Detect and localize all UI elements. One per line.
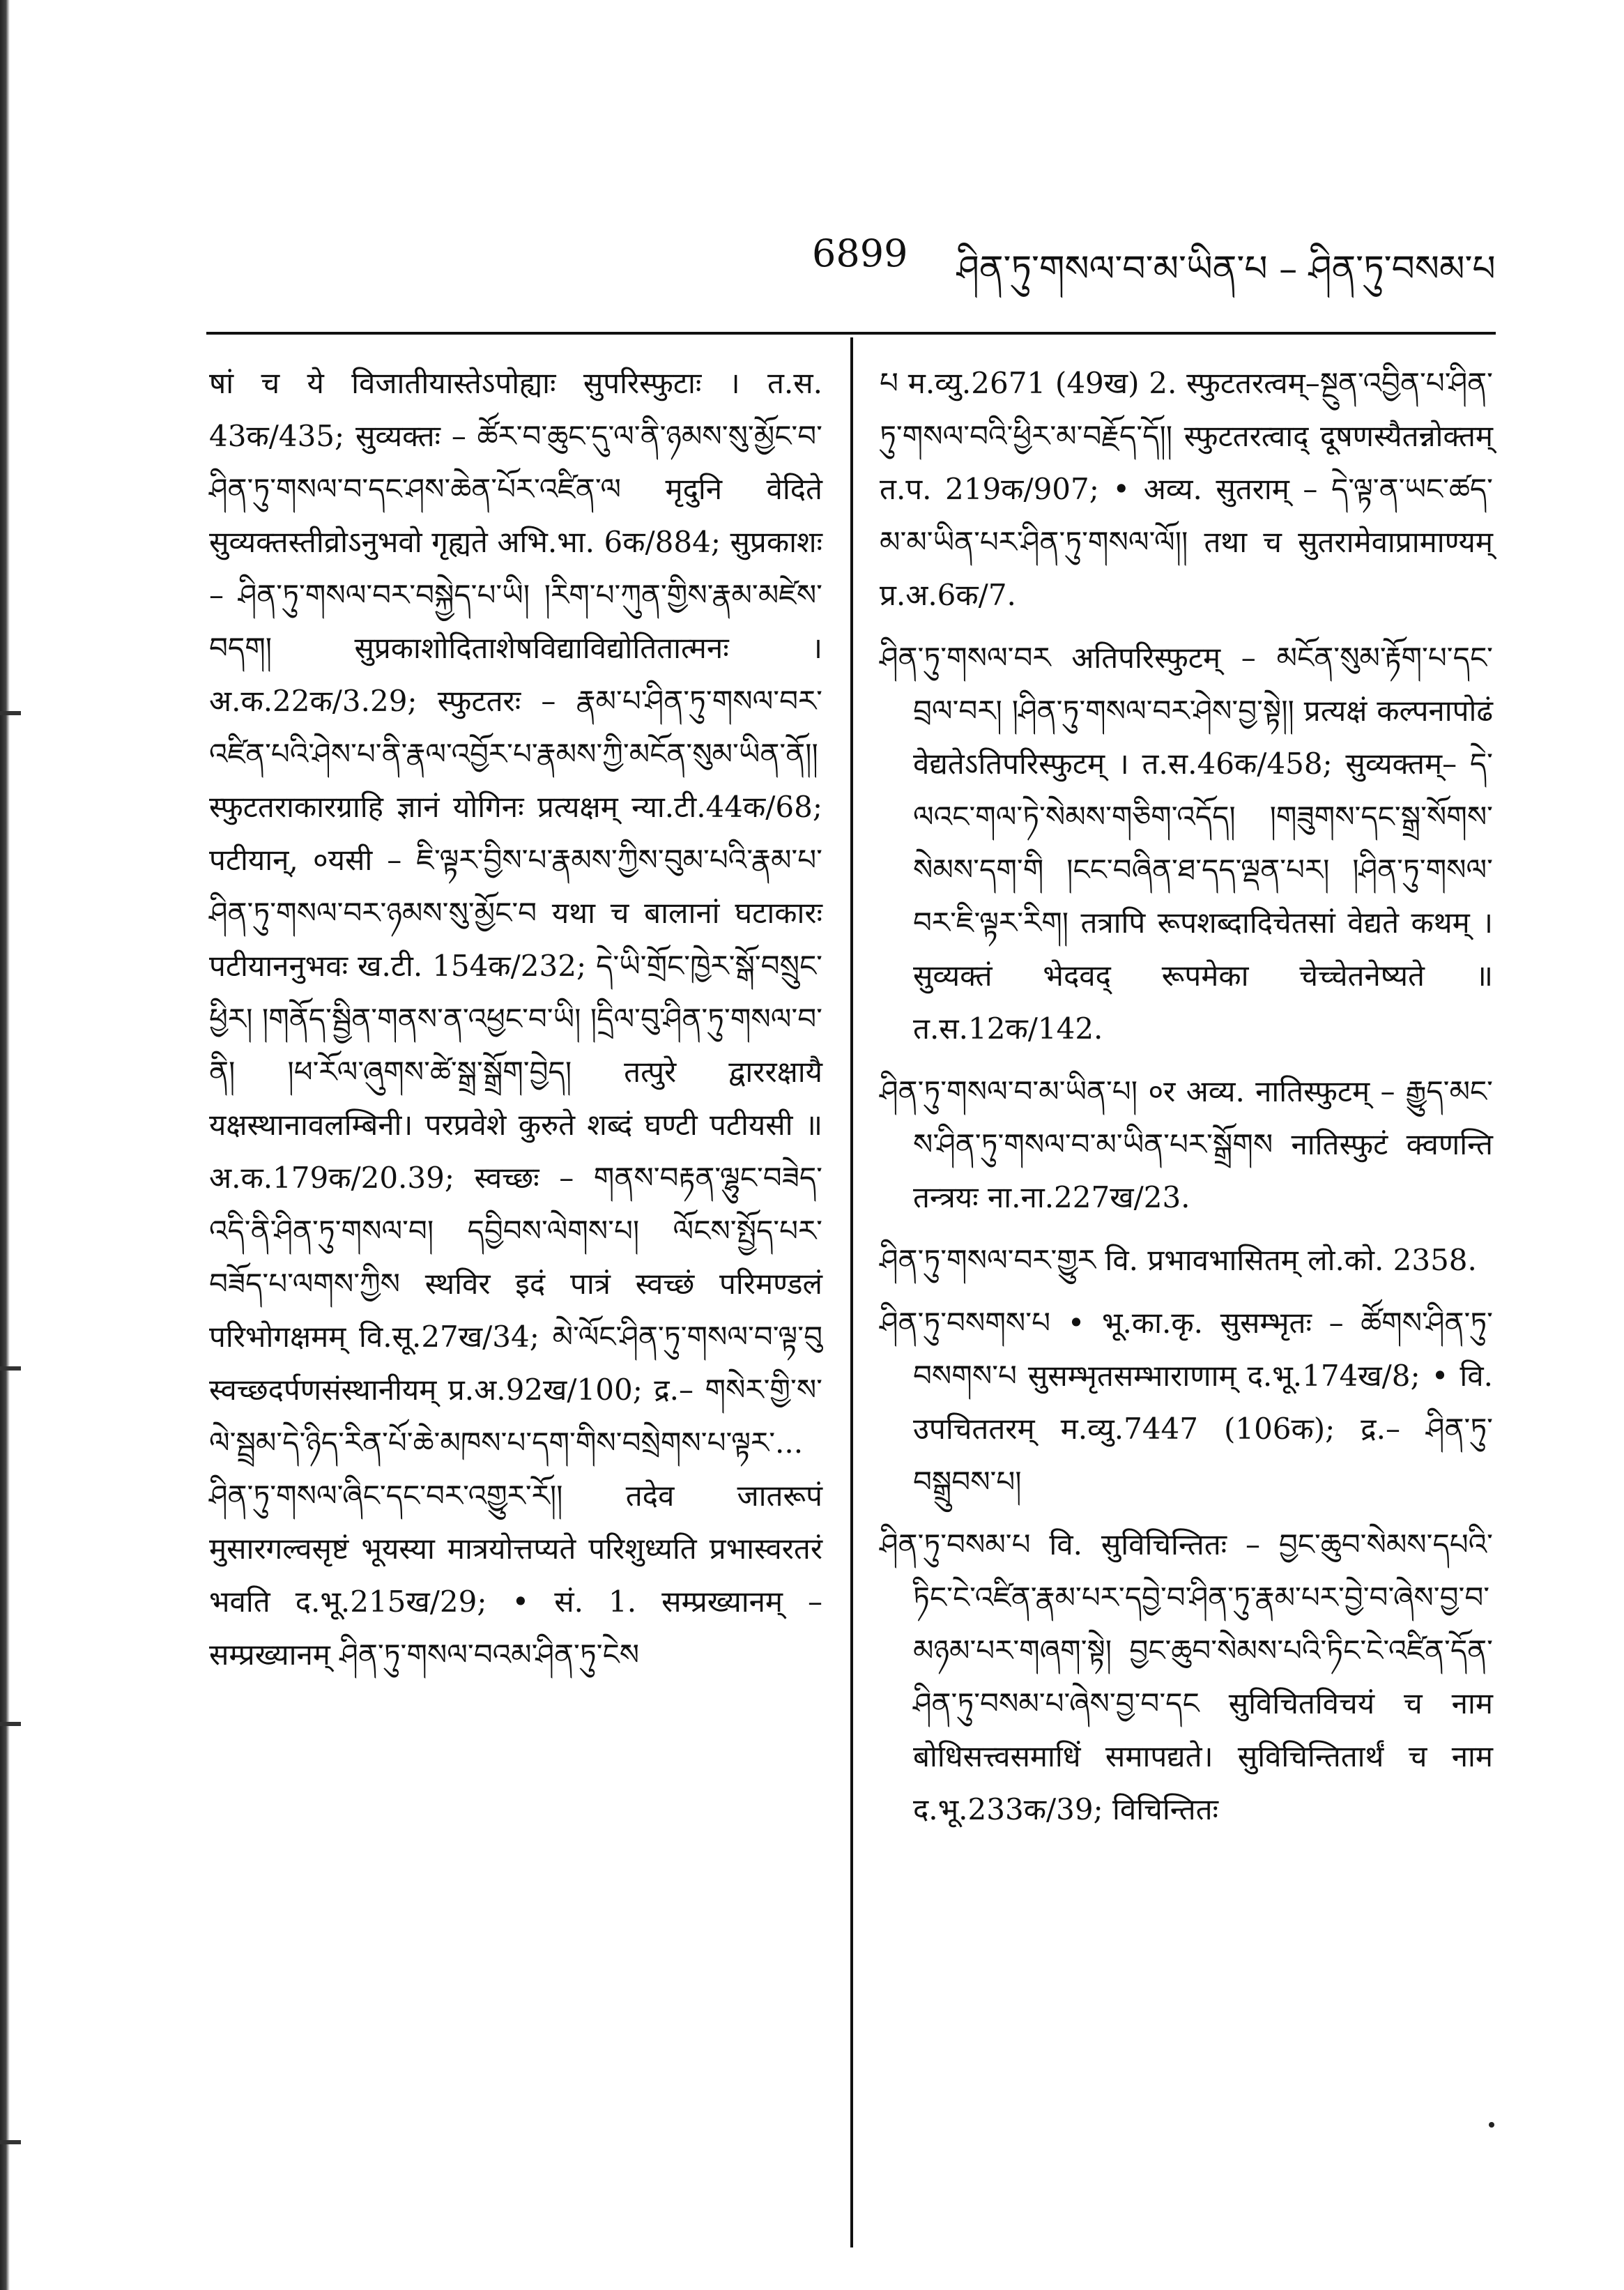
entry-paragraph: པ म.व्यु.2671 (49ख) 2. स्फुटतरत्वम्–སྔུན་འབྱིན་པ་ཤིན་ཏུ་གསལ་བའི་ཕྱིར་མ་བརྗོད་དོ།། स्फुटतरत्वाद् दूषणस्यैतन्नोक्तम् त.प. 219क/907; • अव्य. सुतराम् – དེ་ལྟ་ན་ཡང་ཚད་མ་མ་ཡིན་པར་ཤིན་ཏུ་གསལ་ལོ།། तथा च सुतरामेवाप्रामाण्यम् प्र.अ.6क/7. (880, 366, 1493, 612)
entry-paragraph: षां च ये विजातीयास्तेऽपोह्याः सुपरिस्फुटाः । त.स. 43क/435; सुव्यक्तः – ཚོར་བ་ཆུང་དུ་ལ་ནི་ཉམས་སུ་མྱོང་བ་ཤིན་ཏུ་གསལ་བ་དང་ཤས་ཆེན་པོར་འཛིན་ལ मृदुनि वेदिते सुव्यक्तस्तीव्रोऽनुभवो गृह्यते अभि.भा. 6क/884; सुप्रकाशः – ཤིན་ཏུ་གསལ་བར་བསྐྱེད་པ་ཡི། །རིག་པ་ཀུན་གྱིས་རྣམ་མཛེས་བདག། सुप्रकाशोदिताशेषविद्याविद्योतितात्मनः । अ.क.22क/3.29; स्फुटतरः – རྣམ་པ་ཤིན་ཏུ་གསལ་བར་འཛིན་པའི་ཤེས་པ་ནི་རྣལ་འབྱོར་པ་རྣམས་ཀྱི་མངོན་སུམ་ཡིན་ནོ།། स्फुटतराकारग्राहि ज्ञानं योगिनः प्रत्यक्षम् न्या.टी.44क/68; पटीयान्, ०यसी – ཇི་ལྟར་བྱིས་པ་རྣམས་ཀྱིས་བུམ་པའི་རྣམ་པ་ཤིན་ཏུ་གསལ་བར་ཉམས་སུ་མྱོང་བ यथा च बालानां घटाकारः पटीयाननुभवः ख.टी. 154क/232; དེ་ཡི་གྲོང་ཁྱེར་སྒོ་བསྲུང་ཕྱིར། །གནོད་སྦྱིན་གནས་ན་འཕྱང་བ་ཡི། །དྲིལ་བུ་ཤིན་ཏུ་གསལ་བ་ནི། །ཕ་རོལ་ཞུགས་ཚེ་སྒྲ་སྒྲོག་བྱེད། तत्पुरे द्वाररक्षायै यक्षस्थानावलम्बिनी। परप्रवेशे कुरुते शब्दं घण्टी पटीयसी ॥ अ.क.179क/20.39; स्वच्छः – གནས་བརྟན་ལྷུང་བཟེད་འདི་ནི་ཤིན་ཏུ་གསལ་བ། དབྱིབས་ལེགས་པ། ལོངས་སྤྱོད་པར་བཟོད་པ་ལགས་ཀྱིས स्थविर इदं पात्रं स्वच्छं परिमण्डलं परिभोगक्षमम् वि.सू.27ख/34; མེ་ལོང་ཤིན་ཏུ་གསལ་བ་ལྟ་བུ स्वच्छदर्पणसंस्थानीयम् प्र.अ.92ख/100; द्र.– གསེར་གྱི་ས་ལེ་སྦྲམ་དེ་ཉིད་རིན་པོ་ཆེ་མཁས་པ་དག་གིས་བསྲེགས་པ་ལྟར་... ཤིན་ཏུ་གསལ་ཞིང་དང་བར་འགྱུར་རོ།། तदेव जातरूपं मुसारगल्वसृष्टं भूयस्या मात्रयोत्तप्यते परिशुध्यति प्रभास्वरतरं भवति द.भू.215ख/29; • सं. 1. सम्प्रख्यानम् – सम्प्रख्यानम् ཤིན་ཏུ་གསལ་བའམ་ཤིན་ཏུ་ངེས (209, 366, 822, 1672)
margin-tick (0, 2140, 21, 2144)
stray-dot (1489, 2122, 1494, 2128)
entry-paragraph: ཤིན་ཏུ་གསལ་བར अतिपरिस्फुटम् – མངོན་སུམ་རྟོག་པ་དང་བྲལ་བར། །ཤིན་ཏུ་གསལ་བར་ཤེས་བྱ་སྟེ།། प्रत्यक्षं कल्पनापोढं वेद्यतेऽतिपरिस्फुटम् । त.स.46क/458; सुव्यक्तम्– དེ་ལའང་གལ་ཏེ་སེམས་གཅིག་འདོད། །གཟུགས་དང་སྒྲ་སོགས་སེམས་དག་གི །ངང་བཞིན་ཐ་དད་ལྡན་པར། །ཤིན་ཏུ་གསལ་བར་ཇི་ལྟར་རིག། तत्रापि रूपशब्दादिचेतसां वेद्यते कथम् । सुव्यक्तं भेदवद् रूपमेका चेच्चेतनेष्यते ॥ त.स.12क/142. (880, 641, 1493, 1046)
entry-paragraph: ཤིན་ཏུ་གསལ་བ་མ་ཡིན་པ། ०र अव्य. नातिस्फुटम् – རྒྱུད་མང་ས་ཤིན་ཏུ་གསལ་བ་མ་ཡིན་པར་སྒྲོགས नातिस्फुटं क्वणन्ति तन्त्रयः ना.ना.227ख/23. (880, 1074, 1493, 1214)
header-rule (206, 332, 1496, 335)
entry-paragraph: ཤིན་ཏུ་གསལ་བར་གྱུར वि. प्रभावभासितम् लो.को. 2358. (880, 1243, 1477, 1277)
right-column (880, 357, 1493, 1840)
running-header: ཤིན་ཏུ་གསལ་བ་མ་ཡིན་པ – ཤིན་ཏུ་བསམ་པ (956, 248, 1496, 290)
margin-tick (0, 1366, 21, 1371)
book-binding-edge (0, 0, 10, 2290)
page-number: 6899 (812, 231, 908, 275)
entry-paragraph: ཤིན་ཏུ་བསམ་པ वि. सुविचिन्तितः – བྱང་ཆུབ་སེམས་དཔའི་ཏིང་ངེ་འཛིན་རྣམ་པར་དབྱེ་བ་ཤིན་ཏུ་རྣམ་པར་བྱེ་བ་ཞེས་བྱ་བ་མཉམ་པར་གཞག་སྟེ། བྱང་ཆུབ་སེམས་པའི་ཏིང་ངེ་འཛིན་དོན་ཤིན་ཏུ་བསམ་པ་ཞེས་བྱ་བ་དང सुविचितविचयं च नाम बोधिसत्त्वसमाधिं समापद्यते। सुविचिन्तितार्थं च नाम द.भू.233क/39; विचिन्तितः (880, 1527, 1493, 1826)
margin-tick (0, 1722, 21, 1726)
margin-tick (0, 711, 21, 715)
entry-paragraph: ཤིན་ཏུ་བསགས་པ • भू.का.कृ. सुसम्भृतः – ཚོགས་ཤིན་ཏུ་བསགས་པ सुसम्भृतसम्भाराणाम् द.भू.174ख/8; • वि. उपचिततरम् म.व्यु.7447 (106क); द्र.– ཤིན་ཏུ་བསྒྲུབས་པ། (880, 1306, 1493, 1499)
column-divider (850, 337, 853, 2247)
left-column (209, 357, 822, 1686)
